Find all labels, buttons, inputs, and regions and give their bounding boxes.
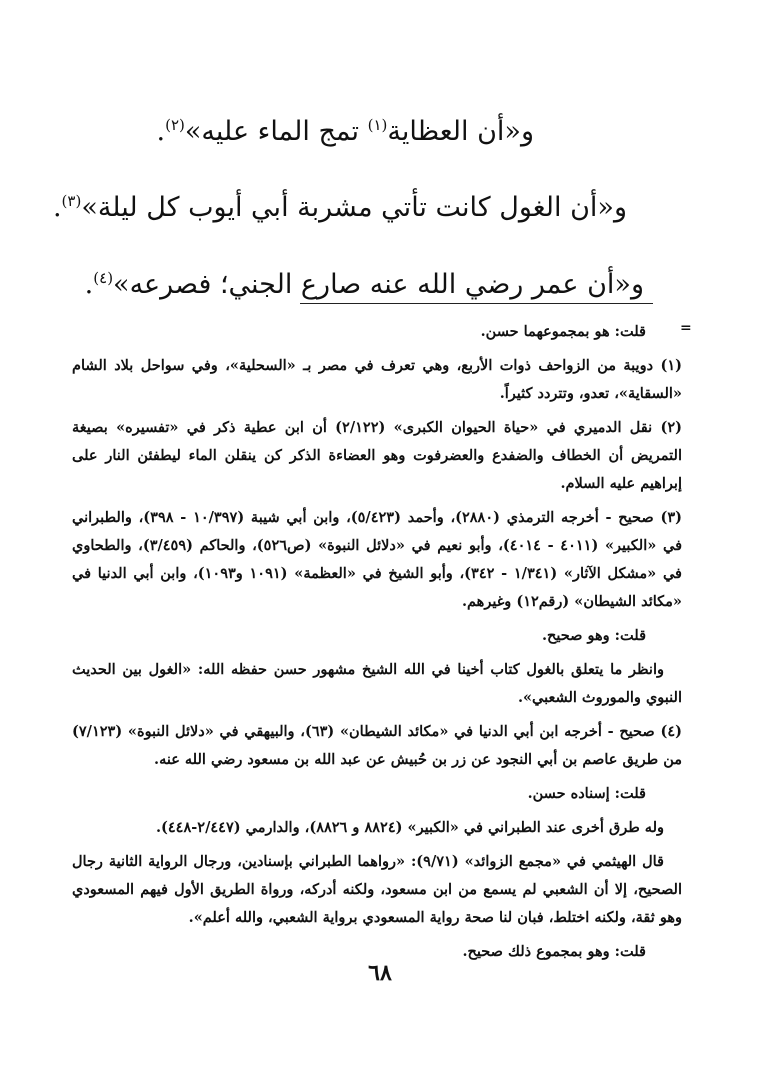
page-number: ٦٨ (368, 960, 392, 986)
footnote-paragraph: قال الهيثمي في «مجمع الزوائد» (٩/٧١): «رواهما الطبراني بإسنادين، ورجال الرواية الثانية رجال الصحيح، إلا أن الشعبي لم يسمع من ابن مسعود، ولكنه أدركه، ورواة الطريق الأول فيهم المسعودي وهو ثقة، ولكنه اختلط، فبان لنا صحة رواية المسعودي برواية الشعبي، والله أعلم». (72, 853, 682, 926)
footnote-comment: قلت: إسناده حسن. (527, 785, 646, 802)
main-text-line-2 (53, 188, 627, 228)
line2-end: . (52, 192, 62, 223)
footnote-2: (٢) نقل الدميري في «حياة الحيوان الكبرى» (٢/١٢٢) أن ابن عطية ذكر في «تفسيره» بصيغة التمريض أن الخطاف والضفدع والعضرفوت وهو العضاءة الذكر كن ينقلن الماء ليطفئن النار على إبراهيم عليه السلام. (72, 419, 682, 492)
footnote-comment: قلت: وهو صحيح. (541, 627, 646, 644)
footnote-1: (١) دويبة من الزواحف ذوات الأربع، وهي تعرف في مصر بـ «السحلية»، وفي سواحل بلاد الشام «السقاية»، تعدو، وتتردد كثيراً. (72, 357, 682, 402)
footnote-ref-2: (٢) (165, 116, 185, 134)
footnote-separator (300, 303, 653, 304)
main-text-line-1 (156, 112, 534, 152)
footnote-ref-1: (١) (367, 116, 388, 134)
footnote-ref-3: (٣) (61, 192, 82, 210)
footnote-comment: قلت: هو بمجموعهما حسن. (480, 323, 646, 340)
footnote-4: (٤) صحيح - أخرجه ابن أبي الدنيا في «مكائد الشيطان» (٦٣)، والبيهقي في «دلائل النبوة» (٧/١٢٣) من طريق عاصم بن أبي النجود عن زر بن حُبيش عن عبد الله بن مسعود رضي الله عنه. (72, 723, 682, 768)
line1-middle: تمج الماء عليه» (184, 116, 368, 147)
line1-end: . (156, 116, 166, 147)
footnote-3: (٣) صحيح - أخرجه الترمذي (٢٨٨٠)، وأحمد (٥/٤٢٣)، وابن أبي شيبة (١٠/٣٩٧ - ٣٩٨)، والطبراني في «الكبير» (٤٠١١ - ٤٠١٤)، وأبو نعيم في «دلائل النبوة» (ص٥٢٦)، والحاكم (٣/٤٥٩)، والطحاوي في «مشكل الآثار» (١/٣٤١ - ٣٤٢)، وأبو الشيخ في «العظمة» (١٠٩١ و١٠٩٣)، وابن أبي الدنيا في «مكائد الشيطان» (رقم١٢) وغيرهم. (72, 509, 682, 610)
footnote-paragraph: وانظر ما يتعلق بالغول كتاب أخينا في الله الشيخ مشهور حسن حفظه الله: «الغول بين الحديث النبوي والموروث الشعبي». (72, 661, 682, 706)
footnotes-section (72, 318, 682, 972)
line2-text: و«أن الغول كانت تأتي مشربة أبي أيوب كل ليلة» (81, 192, 627, 223)
line3-end: . (84, 269, 94, 300)
footnote-ref-4: (٤) (93, 269, 114, 287)
main-text-line-3 (85, 265, 644, 305)
line3-text: و«أن عمر رضي الله عنه صارع الجني؛ فصرعه» (113, 269, 644, 300)
continuation-mark: = (680, 320, 692, 336)
footnote-paragraph: وله طرق أخرى عند الطبراني في «الكبير» (٨٨٢٤ و ٨٨٢٦)، والدارمي (٢/٤٤٧-٤٤٨). (155, 819, 664, 836)
footnote-comment: قلت: وهو بمجموع ذلك صحيح. (462, 943, 646, 960)
line1-start: و«أن العظاية (387, 116, 534, 147)
